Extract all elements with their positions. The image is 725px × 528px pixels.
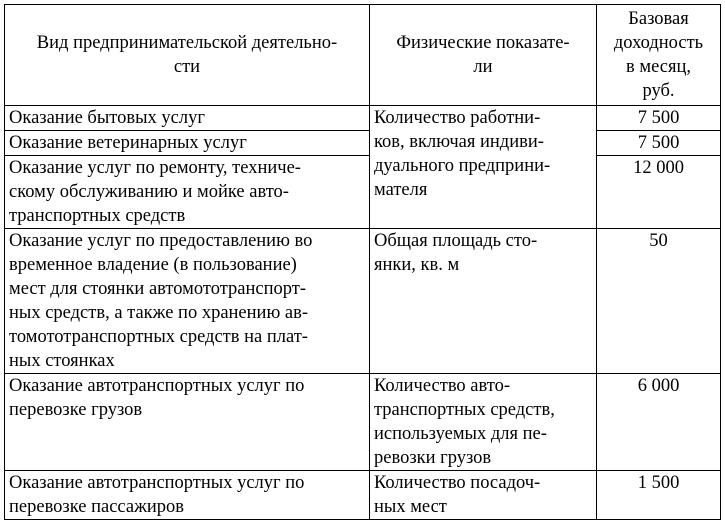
activity-line: перевозке грузов	[9, 400, 143, 420]
indicator-line: ных мест	[374, 497, 447, 517]
activity-line: скому обслуживанию и мойке авто-	[9, 182, 289, 202]
indicator-line: ков, включая индиви-	[374, 132, 544, 152]
activity-line: временное владение (в пользование)	[9, 255, 297, 275]
header-indicator-line1: Физические показате-	[396, 33, 570, 53]
header-revenue-line1: Базовая	[628, 9, 689, 29]
activity-cell	[5, 471, 370, 520]
indicator-line: Количество работни-	[374, 108, 541, 128]
indicator-line: используемых для пе-	[374, 424, 547, 444]
activity-cell	[5, 229, 370, 374]
header-row	[5, 5, 721, 106]
revenue-cell: 7 500	[597, 106, 721, 131]
tax-base-table	[4, 4, 721, 520]
header-activity	[5, 5, 370, 106]
activity-cell: Оказание бытовых услуг	[5, 106, 370, 131]
activity-line: ных стоянках	[9, 351, 115, 371]
header-activity-line1: Вид предпринимательской деятельно-	[36, 33, 338, 53]
shared-indicator-cell	[370, 106, 597, 229]
activity-line: транспортных средств	[9, 206, 186, 226]
activity-line: томототранспортных средств на плат-	[9, 327, 308, 347]
revenue-cell: 7 500	[597, 131, 721, 156]
activity-line: ных средств, а также по хранению ав-	[9, 303, 308, 323]
indicator-line: Общая площадь сто-	[374, 231, 538, 251]
indicator-line: янки, кв. м	[374, 255, 460, 275]
revenue-cell: 6 000	[597, 374, 721, 471]
table-row	[5, 471, 721, 520]
header-revenue-line4: руб.	[642, 81, 675, 101]
activity-cell	[5, 156, 370, 229]
indicator-line: Количество авто-	[374, 376, 511, 396]
table-row	[5, 374, 721, 471]
header-revenue-line3: в месяц,	[626, 57, 691, 77]
indicator-cell	[370, 229, 597, 374]
header-revenue-line2: доходность	[613, 33, 704, 53]
indicator-cell	[370, 374, 597, 471]
table-row	[5, 229, 721, 374]
header-indicator	[370, 5, 597, 106]
activity-line: Оказание услуг по предоставлению во	[9, 231, 313, 251]
revenue-cell: 50	[597, 229, 721, 374]
activity-line: Оказание автотранспортных услуг по	[9, 473, 305, 493]
header-activity-line2: сти	[173, 57, 201, 77]
activity-line: Оказание автотранспортных услуг по	[9, 376, 305, 396]
table-row	[5, 156, 721, 229]
revenue-cell: 12 000	[597, 156, 721, 229]
activity-cell: Оказание ветеринарных услуг	[5, 131, 370, 156]
activity-line: мест для стоянки автомототранспорт-	[9, 279, 307, 299]
indicator-line: ревозки грузов	[374, 448, 492, 468]
indicator-line: дуального предприни-	[374, 156, 551, 176]
activity-cell	[5, 374, 370, 471]
document-page	[4, 4, 720, 520]
indicator-cell	[370, 471, 597, 520]
table-row	[5, 131, 721, 156]
header-revenue	[597, 5, 721, 106]
table-row	[5, 106, 721, 131]
activity-line: перевозке пассажиров	[9, 497, 184, 517]
indicator-line: транспортных средств,	[374, 400, 555, 420]
header-indicator-line2: ли	[473, 57, 493, 77]
indicator-line: Количество посадоч-	[374, 473, 541, 493]
revenue-cell: 1 500	[597, 471, 721, 520]
indicator-line: мателя	[374, 180, 428, 200]
activity-line: Оказание услуг по ремонту, техниче-	[9, 158, 301, 178]
